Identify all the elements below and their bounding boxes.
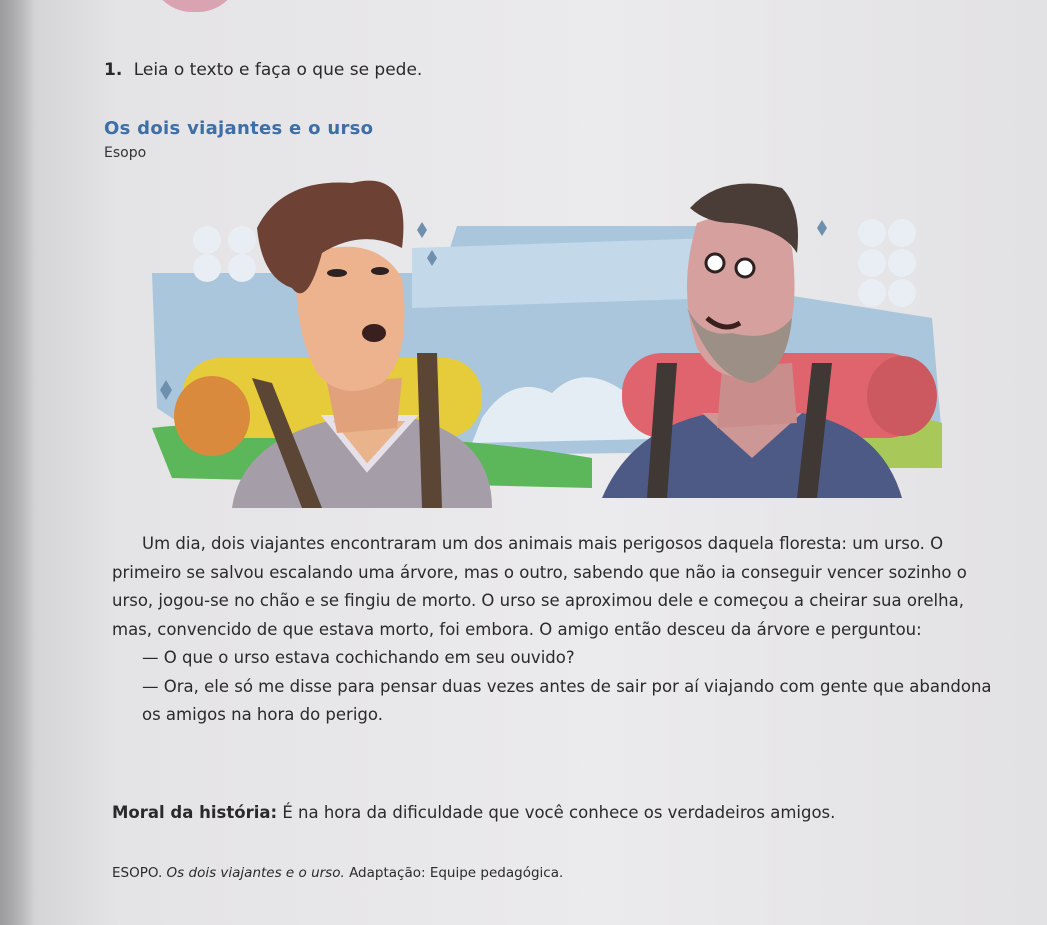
light-sky-band: [412, 238, 722, 308]
source-note: Adaptação: Equipe pedagógica.: [349, 865, 564, 881]
story-paragraph: Um dia, dois viajantes encontraram um dos animais mais perigosos daquela floresta: um urso. O primeiro se salvou escalando uma árvore, mas o outro, sabendo que não ia conseguir vencer sozinho o urso, jogou-se no chão e se fingiu de morto. O urso se aproximou dele e começou a cheirar sua orelha, mas, convencido de que estava morto, foi embora. O amigo então desceu da árvore e perguntou:: [112, 534, 967, 639]
story-title: Os dois viajantes e o urso: [104, 118, 374, 139]
right-traveler-eye-1: [706, 254, 724, 272]
decorative-header-shape: [150, 0, 240, 12]
page-edge-shadow: [0, 0, 34, 925]
right-traveler-eye-2: [736, 259, 754, 277]
exercise-text: Leia o texto e faça o que se pede.: [133, 60, 423, 80]
travelers-illustration: [112, 168, 952, 523]
source-work: Os dois viajantes e o urso.: [166, 865, 345, 881]
source-author: ESOPO.: [112, 865, 163, 881]
dialogue-line-question: — O que o urso estava cochichando em seu ouvido?: [142, 648, 575, 667]
exercise-number: 1.: [104, 60, 123, 80]
red-bedroll-end: [867, 356, 937, 436]
left-traveler-eye-1: [327, 269, 347, 277]
source-citation: [112, 865, 563, 881]
left-traveler-mouth: [362, 324, 386, 342]
exercise-instruction: [104, 60, 422, 80]
bedroll-end: [174, 376, 250, 456]
moral-label: Moral da história:: [112, 803, 278, 822]
story-author: Esopo: [104, 145, 147, 161]
moral-text: É na hora da dificuldade que você conhece os verdadeiros amigos.: [282, 803, 836, 822]
left-traveler-eye-2: [371, 267, 389, 275]
story-moral: [112, 803, 835, 822]
story-body: [112, 530, 997, 730]
dialogue-line-answer: — Ora, ele só me disse para pensar duas vezes antes de sair por aí viajando com gente que abandona os amigos na hora do perigo.: [142, 676, 992, 724]
